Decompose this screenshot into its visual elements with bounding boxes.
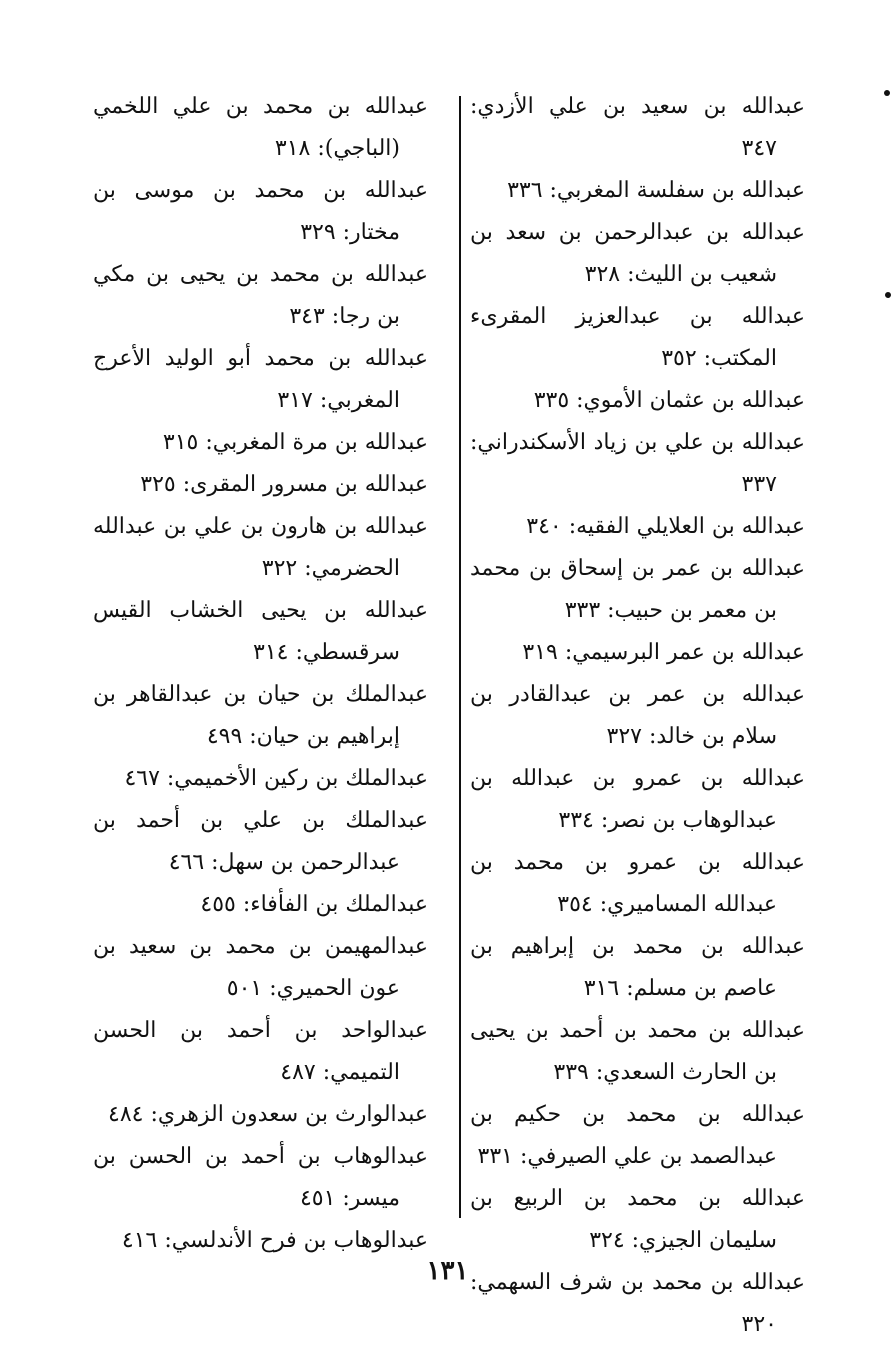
margin-dot	[885, 292, 891, 298]
index-entry: عبدالله بن مسرور المقرى: ٣٢٥	[140, 472, 428, 497]
index-entry: عبدالله بن عمر بن عبدالقادر بن سلام بن خالد: ٣٢٧	[470, 682, 805, 749]
index-entry: عبدالله بن هارون بن علي بن عبدالله الحضرمي: ٣٢٢	[93, 514, 428, 581]
index-entry: عبدالله بن علي بن زياد الأسكندراني: ٣٣٧	[470, 430, 805, 497]
index-entry: عبدالله بن محمد بن موسى بن مختار: ٣٢٩	[93, 178, 428, 245]
index-entry: عبدالملك بن حيان بن عبدالقاهر بن إبراهيم بن حيان: ٤٩٩	[93, 682, 428, 749]
index-entry: عبدالله بن عمرو بن محمد بن عبدالله المساميري: ٣٥٤	[470, 850, 805, 917]
index-entry: عبدالله بن يحيى الخشاب القيس سرقسطي: ٣١٤	[93, 598, 428, 665]
index-entry: عبدالله بن عمر البرسيمي: ٣١٩	[522, 640, 805, 665]
index-entry: عبدالله بن محمد بن علي اللخمي (الباجي): ٣١٨	[93, 94, 428, 161]
index-column-left	[93, 86, 428, 1262]
index-entry: عبدالواحد بن أحمد بن الحسن التميمي: ٤٨٧	[93, 1018, 428, 1085]
index-entry: عبدالله بن محمد بن الربيع بن سليمان الجيزي: ٣٢٤	[470, 1186, 805, 1253]
index-entry: عبدالوهاب بن فرح الأندلسي: ٤١٦	[121, 1228, 428, 1253]
index-entry: عبدالله بن محمد بن شرف السهمي: ٣٢٠	[470, 1270, 805, 1337]
index-entry: عبدالله بن عمر بن إسحاق بن محمد بن معمر بن حبيب: ٣٣٣	[470, 556, 805, 623]
index-entry: عبدالله بن سفلسة المغربي: ٣٣٦	[507, 178, 805, 203]
index-entry: عبدالله بن محمد بن أحمد بن يحيى بن الحارث السعدي: ٣٣٩	[470, 1018, 805, 1085]
index-entry: عبدالوارث بن سعدون الزهري: ٤٨٤	[108, 1102, 428, 1127]
index-entry: عبدالملك بن الفأفاء: ٤٥٥	[200, 892, 428, 917]
index-entry: عبدالله بن عبدالعزيز المقرىء المكتب: ٣٥٢	[470, 304, 805, 371]
index-entry: عبدالله بن العلايلي الفقيه: ٣٤٠	[526, 514, 805, 539]
index-entry: عبدالله بن سعيد بن علي الأزدي: ٣٤٧	[470, 94, 805, 161]
index-entry: عبدالله بن عبدالرحمن بن سعد بن شعيب بن الليث: ٣٢٨	[470, 220, 805, 287]
index-entry: عبدالله بن عثمان الأموي: ٣٣٥	[533, 388, 805, 413]
index-entry: عبدالملك بن ركين الأخميمي: ٤٦٧	[124, 766, 428, 791]
index-entry: عبدالله بن عمرو بن عبدالله بن عبدالوهاب بن نصر: ٣٣٤	[470, 766, 805, 833]
index-entry: عبدالله بن محمد بن حكيم بن عبدالصمد بن علي الصيرفي: ٣٣١	[470, 1102, 805, 1169]
index-entry: عبدالله بن محمد بن يحيى بن مكي بن رجا: ٣٤٣	[93, 262, 428, 329]
index-entry: عبدالملك بن علي بن أحمد بن عبدالرحمن بن سهل: ٤٦٦	[93, 808, 428, 875]
column-divider	[459, 96, 461, 1218]
index-entry: عبدالله بن محمد بن إبراهيم بن عاصم بن مسلم: ٣١٦	[470, 934, 805, 1001]
page-number: ١٣١	[426, 1256, 469, 1286]
index-entry: عبدالوهاب بن أحمد بن الحسن بن ميسر: ٤٥١	[93, 1144, 428, 1211]
index-column-right	[470, 86, 805, 1346]
index-entry: عبدالله بن محمد أبو الوليد الأعرج المغربي: ٣١٧	[93, 346, 428, 413]
index-entry: عبدالله بن مرة المغربي: ٣١٥	[162, 430, 428, 455]
margin-dot	[884, 90, 890, 96]
index-entry: عبدالمهيمن بن محمد بن سعيد بن عون الحميري: ٥٠١	[93, 934, 428, 1001]
